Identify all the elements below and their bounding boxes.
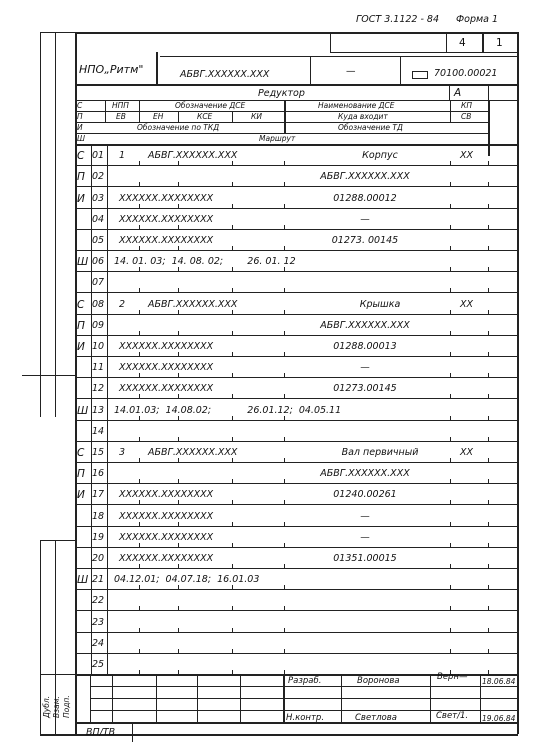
row-tkd-designation: XXXXXX.XXXXXXXX — [119, 340, 214, 352]
legend-name: Наименование ДСЕ — [318, 101, 395, 110]
table-row — [0, 186, 545, 207]
row-designation: АБВГ.XXXXXX.XXX — [148, 150, 238, 162]
table-row — [0, 653, 545, 674]
row-code: Ш — [77, 256, 89, 269]
table-row — [0, 441, 545, 462]
table-row — [0, 377, 545, 398]
dash-field: — — [346, 66, 356, 77]
table-row — [0, 632, 545, 653]
row-designation: АБВГ.XXXXXX.XXX — [148, 446, 238, 458]
row-td-designation: 01240.00261 — [333, 489, 397, 501]
table-row — [0, 229, 545, 250]
row-code: Ш — [77, 404, 89, 417]
row-td-designation: 01273.00145 — [333, 383, 397, 395]
row-number: 04 — [92, 213, 105, 225]
rectangle-icon — [412, 71, 428, 79]
row-tkd-designation: XXXXXX.XXXXXXXX — [119, 383, 214, 395]
normcontrol-label: Н.контр. — [286, 713, 325, 723]
legend-designation: Обозначение ДСЕ — [175, 101, 246, 110]
bottom-code: ВП/ТВ — [86, 727, 116, 738]
table-row — [0, 526, 545, 547]
row-td-designation: АБВГ.XXXXXX.XXX — [320, 319, 410, 331]
row-code: П — [77, 171, 85, 184]
row-npp: 3 — [119, 446, 126, 458]
row-code: И — [77, 489, 85, 502]
row-tkd-designation: XXXXXX.XXXXXXXX — [119, 362, 214, 374]
row-number: 08 — [92, 298, 105, 310]
row-route: 14. 01. 03; 14. 08. 02; 26. 01. 12 — [114, 256, 296, 268]
legend-tkd: Обозначение по ТКД — [137, 123, 220, 132]
row-number: 16 — [92, 468, 105, 480]
row-tkd-designation: XXXXXX.XXXXXXXX — [119, 192, 214, 204]
row-tkd-designation: XXXXXX.XXXXXXXX — [119, 234, 214, 246]
legend-en: ЕН — [153, 112, 164, 121]
row-td-designation: 01288.00012 — [333, 192, 397, 204]
developer-signature: Верн— — [437, 672, 468, 682]
row-tkd-designation: XXXXXX.XXXXXXXX — [119, 213, 214, 225]
row-code: П — [77, 468, 85, 481]
row-npp: 1 — [119, 150, 126, 162]
legend-code-sh: Ш — [77, 134, 86, 143]
legend-code-p: П — [77, 112, 83, 121]
row-route: 04.12.01; 04.07.18; 16.01.03 — [114, 574, 260, 586]
table-row — [0, 610, 545, 631]
table-row — [0, 335, 545, 356]
table-row — [0, 292, 545, 313]
legend-td: Обозначение ТД — [338, 123, 403, 132]
podp-label: Подп. — [62, 695, 71, 718]
row-number: 22 — [92, 595, 105, 607]
row-tkd-designation: XXXXXX.XXXXXXXX — [119, 531, 214, 543]
row-td-designation: АБВГ.XXXXXX.XXX — [320, 468, 410, 480]
row-number: 05 — [92, 234, 105, 246]
doc-title: Редуктор — [258, 88, 305, 99]
legend-npp: НПП — [112, 101, 129, 110]
row-tkd-designation: XXXXXX.XXXXXXXX — [119, 510, 214, 522]
legend-ki: КИ — [251, 112, 262, 121]
doc-number: 70100.00021 — [434, 68, 498, 79]
row-name: Корпус — [362, 150, 398, 162]
row-td-designation: АБВГ.XXXXXX.XXX — [320, 171, 410, 183]
legend-sv: СВ — [461, 112, 472, 121]
table-row — [0, 250, 545, 271]
legend-kp: КП — [461, 101, 472, 110]
row-code: С — [77, 446, 85, 459]
table-row — [0, 462, 545, 483]
normcontrol-name: Светлова — [355, 713, 397, 723]
table-row — [0, 314, 545, 335]
row-number: 18 — [92, 510, 105, 522]
row-kp: XX — [460, 150, 474, 162]
row-kp: XX — [460, 298, 474, 310]
row-number: 21 — [92, 574, 105, 586]
row-td-designation: 01273. 00145 — [331, 234, 399, 246]
row-number: 24 — [92, 637, 105, 649]
table-row — [0, 271, 545, 292]
row-number: 11 — [92, 362, 105, 374]
vzam-label: Взам. — [52, 696, 61, 718]
row-code: Ш — [77, 574, 89, 587]
row-number: 07 — [92, 277, 105, 289]
row-designation: АБВГ.XXXXXX.XXX — [148, 298, 238, 310]
row-number: 23 — [92, 616, 105, 628]
row-td-designation: — — [360, 362, 370, 374]
row-number: 09 — [92, 319, 105, 331]
table-row — [0, 504, 545, 525]
sheets-total: 1 — [496, 37, 503, 49]
row-number: 12 — [92, 383, 105, 395]
row-tkd-designation: XXXXXX.XXXXXXXX — [119, 489, 214, 501]
row-number: 06 — [92, 256, 105, 268]
row-code: П — [77, 319, 85, 332]
row-route: 14.01.03; 14.08.02; 26.01.12; 04.05.11 — [114, 404, 342, 416]
row-number: 02 — [92, 171, 105, 183]
developer-name: Воронова — [357, 676, 400, 686]
row-number: 14 — [92, 425, 105, 437]
row-number: 01 — [92, 150, 105, 162]
letter-field: А — [454, 87, 462, 99]
row-td-designation: 01351.00015 — [333, 552, 397, 564]
legend-code-s: С — [77, 101, 83, 110]
row-kp: XX — [460, 446, 474, 458]
row-number: 17 — [92, 489, 105, 501]
row-code: И — [77, 192, 85, 205]
normcontrol-signature: Свет/1. — [436, 711, 469, 721]
row-tkd-designation: XXXXXX.XXXXXXXX — [119, 552, 214, 564]
row-number: 20 — [92, 552, 105, 564]
row-number: 03 — [92, 192, 105, 204]
table-row — [0, 483, 545, 504]
legend-route: Маршрут — [259, 134, 296, 143]
row-code: С — [77, 298, 85, 311]
org-name: НПО„Ритм" — [79, 63, 144, 76]
row-td-designation: — — [360, 531, 370, 543]
developer-label: Разраб. — [288, 676, 322, 686]
row-td-designation: — — [360, 510, 370, 522]
table-row — [0, 547, 545, 568]
forma-label: Форма 1 — [456, 14, 499, 25]
row-name: Вал первичный — [341, 446, 419, 458]
table-row — [0, 356, 545, 377]
developer-date: 18.06.84 — [482, 677, 516, 686]
legend-kse: КСЕ — [197, 112, 213, 121]
table-row — [0, 144, 545, 165]
table-row — [0, 398, 545, 419]
row-npp: 2 — [119, 298, 126, 310]
row-td-designation: — — [360, 213, 370, 225]
legend-ev: ЕВ — [116, 112, 126, 121]
table-row — [0, 568, 545, 589]
legend-kuda: Куда входит — [338, 112, 388, 121]
row-td-designation: 01288.00013 — [333, 340, 397, 352]
table-row — [0, 208, 545, 229]
table-row — [0, 589, 545, 610]
sheet-number: 4 — [459, 37, 466, 49]
row-code: С — [77, 150, 85, 163]
legend-code-i: И — [77, 123, 83, 132]
row-name: Крышка — [359, 298, 401, 310]
row-number: 13 — [92, 404, 105, 416]
row-number: 19 — [92, 531, 105, 543]
gost-label: ГОСТ 3.1122 - 84 — [356, 14, 440, 25]
doc-code: АБВГ.XXXXXX.XXX — [180, 69, 270, 80]
row-code: И — [77, 340, 85, 353]
dubl-label: Дубл. — [42, 695, 51, 718]
row-number: 10 — [92, 340, 105, 352]
normcontrol-date: 19.06.84 — [482, 714, 516, 723]
row-number: 15 — [92, 446, 105, 458]
row-number: 25 — [92, 658, 105, 670]
table-row — [0, 165, 545, 186]
table-row — [0, 420, 545, 441]
